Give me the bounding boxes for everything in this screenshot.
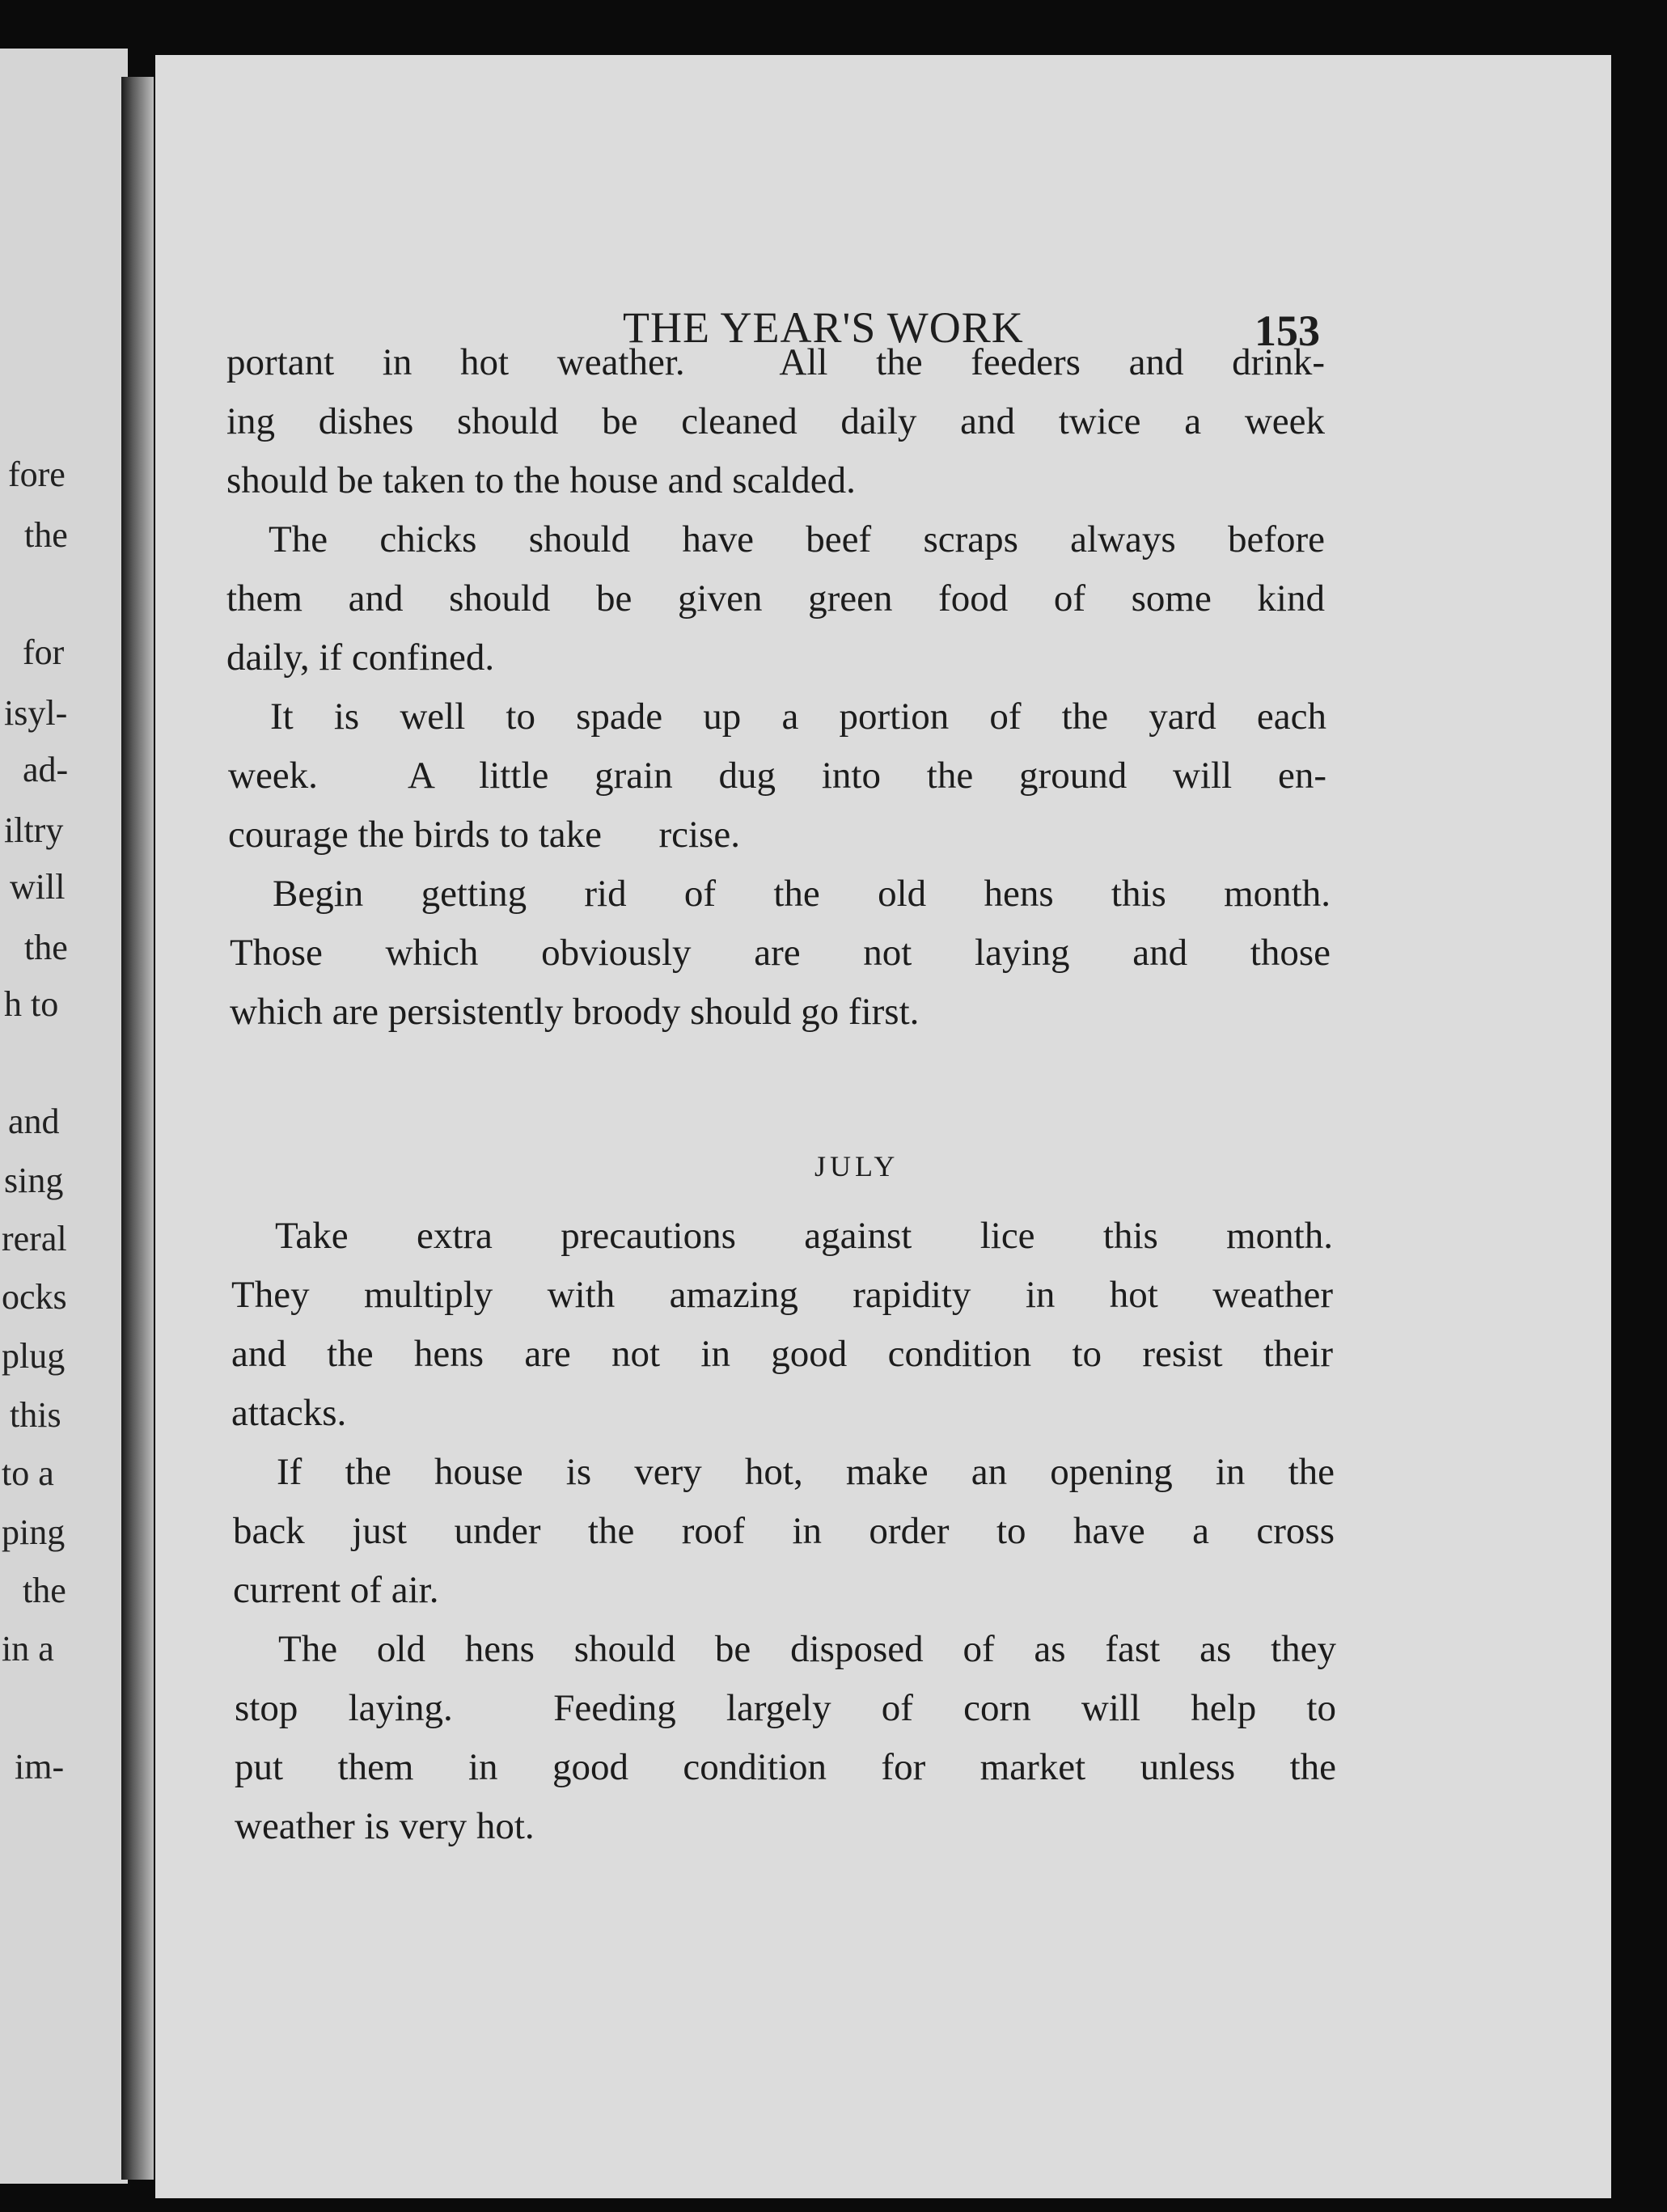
text-line: Those which obviously are not laying and those bbox=[230, 932, 1331, 974]
left-page-fragment: and bbox=[8, 1102, 60, 1141]
left-page-fragment: in a bbox=[2, 1629, 54, 1669]
left-page-fragment: im- bbox=[15, 1747, 65, 1787]
text-line: It is well to spade up a portion of the yard each bbox=[270, 696, 1326, 738]
left-page-fragment: ping bbox=[2, 1512, 66, 1552]
text-line: Begin getting rid of the old hens this month. bbox=[273, 873, 1331, 915]
text-line: current of air. bbox=[233, 1569, 439, 1611]
text-line: weather is very hot. bbox=[235, 1805, 535, 1847]
page-number: 153 bbox=[1254, 307, 1320, 355]
text-line: portant in hot weather. All the feeders and drink- bbox=[226, 341, 1325, 383]
left-page-fragment: h to bbox=[4, 984, 59, 1024]
text-line: The chicks should have beef scraps always before bbox=[269, 518, 1325, 560]
left-page-fragment: fore bbox=[8, 455, 66, 494]
text-line: week. A little grain dug into the ground will en- bbox=[228, 755, 1326, 797]
left-page-fragment: this bbox=[10, 1395, 61, 1435]
left-page-fragment: the bbox=[23, 1571, 66, 1610]
text-line: They multiply with amazing rapidity in hot weather bbox=[231, 1274, 1333, 1316]
left-facing-page bbox=[0, 49, 128, 2184]
left-page-fragment: to a bbox=[2, 1453, 54, 1493]
left-page-fragment: plug bbox=[2, 1336, 66, 1376]
left-page-fragment: the bbox=[24, 515, 68, 555]
left-page-fragment: the bbox=[24, 928, 68, 967]
text-line: them and should be given green food of some kind bbox=[226, 577, 1325, 620]
text-line: daily, if confined. bbox=[226, 637, 495, 679]
text-line: Take extra precautions against lice this month. bbox=[275, 1215, 1333, 1257]
text-line: and the hens are not in good condition to resist their bbox=[231, 1333, 1333, 1375]
text-line: If the house is very hot, make an opening in the bbox=[277, 1451, 1335, 1493]
text-line: which are persistently broody should go first. bbox=[230, 991, 920, 1033]
text-line: back just under the roof in order to have a cross bbox=[233, 1510, 1335, 1552]
text-line: The old hens should be disposed of as fast as they bbox=[278, 1628, 1336, 1670]
text-line: attacks. bbox=[231, 1392, 347, 1434]
left-page-fragment: iltry bbox=[4, 810, 64, 850]
left-page-fragment: isyl- bbox=[4, 693, 68, 733]
running-head: THE YEAR'S WORK bbox=[623, 303, 1024, 352]
text-line: ing dishes should be cleaned daily and twice a week bbox=[226, 400, 1325, 442]
section-heading-july: JULY bbox=[814, 1150, 899, 1182]
text-line: courage the birds to take rcise. bbox=[228, 814, 740, 856]
left-page-fragment: will bbox=[10, 867, 66, 907]
text-line: put them in good condition for market unless the bbox=[235, 1746, 1336, 1788]
left-page-fragment: ad- bbox=[23, 750, 69, 789]
left-page-fragment: reral bbox=[2, 1219, 67, 1258]
text-line: should be taken to the house and scalded. bbox=[226, 459, 856, 501]
left-page-fragment: sing bbox=[4, 1161, 64, 1200]
book-spine-shadow bbox=[121, 77, 154, 2180]
left-page-fragment: ocks bbox=[2, 1277, 67, 1317]
page-153 bbox=[155, 55, 1611, 2198]
left-page-fragment: for bbox=[23, 632, 65, 672]
text-line: stop laying. Feeding largely of corn will help to bbox=[235, 1687, 1336, 1729]
